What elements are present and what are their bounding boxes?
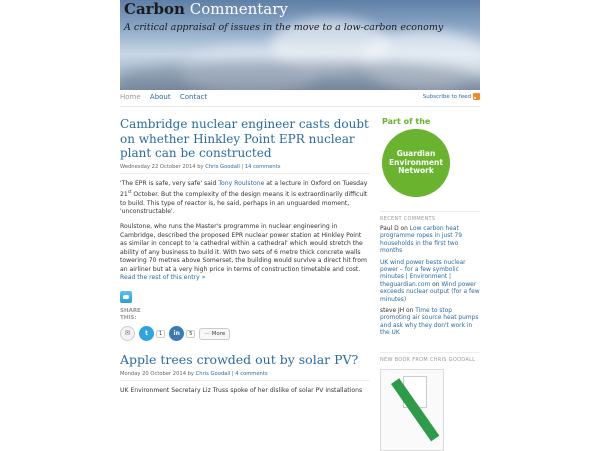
post-date: Monday 20 October 2014 by (120, 370, 195, 377)
header-cloud (120, 62, 480, 90)
post-date: Wednesday 22 October 2014 by (120, 163, 204, 170)
more-label: More (211, 330, 226, 337)
site-title-part1: Carbon (124, 0, 185, 18)
share-buttons (120, 326, 370, 341)
recent-comments-heading: RECENT COMMENTS (380, 211, 480, 222)
meta-separator: | (230, 370, 236, 377)
comment-post-link[interactable]: Low carbon heat programme ropes in just 79 households in the first two months (380, 226, 462, 255)
post-meta (120, 164, 370, 174)
comment-post-link[interactable]: Wind power exceeds nuclear output (for a few minutes) (380, 281, 480, 303)
meta-separator: | (239, 163, 245, 170)
new-book-heading: NEW BOOK FROM CHRIS GOODALL (380, 352, 480, 363)
comment-author: steve JH (380, 308, 405, 315)
subscribe-link[interactable] (423, 93, 480, 100)
nav-about[interactable]: About (149, 93, 171, 101)
subscribe-label: Subscribe to feed (422, 94, 471, 100)
guardian-network-badge[interactable] (382, 129, 450, 197)
post (120, 353, 370, 395)
para-text: at a lecture in Oxford on Tuesday 21 (120, 179, 368, 199)
author-link[interactable]: Chris Goodall (195, 370, 231, 377)
post-meta (120, 371, 370, 381)
recent-comment (380, 260, 480, 304)
comment-author-link[interactable]: UK wind power bests nuclear power – for a few symbolic minutes | Environment | theguardian.com (380, 259, 466, 288)
author-link[interactable]: Chris Goodall (205, 163, 240, 170)
nav-divider (120, 106, 480, 107)
share-label: SHARE THIS: (120, 308, 141, 322)
post-paragraph (120, 223, 370, 283)
para-text: October. But the complexity of the design means it is extraordinarily difficult to build. This type of reactor is, he said, perhaps in an unguarded moment, 'unconstructable'. (120, 191, 368, 216)
badge-line: Environment (389, 157, 443, 167)
roulstone-link[interactable]: Tony Roulstone (218, 179, 265, 187)
linkedin-icon: in (173, 330, 180, 338)
post-paragraph (120, 180, 370, 217)
partner-label: Part of the (382, 117, 431, 126)
recent-comment (380, 226, 480, 256)
post-excerpt: UK Environment Secretary Liz Truss spoke of her dislike of solar PV installations (120, 386, 363, 394)
twitter-share-button[interactable] (139, 326, 154, 341)
rss-icon[interactable] (473, 93, 480, 100)
more-share-button[interactable]: ⋯ More (199, 328, 230, 340)
sidebar (380, 117, 480, 451)
main-nav (120, 93, 480, 105)
badge-line: Network (398, 166, 434, 176)
post-title-link[interactable]: Apple trees crowded out by solar PV? (120, 352, 359, 368)
twitter-share-count: 1 (156, 330, 165, 338)
main-content (120, 117, 370, 395)
comment-post-link[interactable]: Time to stop promoting air source heat pumps and ask why they don't work in the UK (380, 308, 479, 337)
read-more-link[interactable]: Read the rest of this entry » (120, 274, 206, 282)
site-header (120, 0, 480, 90)
post-title-link[interactable]: Cambridge nuclear engineer casts doubt on whether Hinkley Point EPR nuclear plant can be constructed (120, 117, 369, 160)
recent-comment (380, 308, 480, 338)
para-sup: st (127, 189, 132, 195)
book-cover-image[interactable] (380, 369, 444, 451)
twitter-icon: t (145, 330, 148, 338)
badge-line: Guardian (396, 149, 436, 159)
comment-on: on (398, 226, 410, 232)
comment-on: on (430, 281, 442, 288)
nav-home[interactable]: Home (120, 93, 141, 101)
email-share-button[interactable] (120, 326, 135, 341)
email-icon: ✉ (124, 329, 131, 338)
site-title[interactable] (124, 0, 288, 18)
twitter-icon[interactable] (120, 291, 132, 303)
linkedin-share-count: 5 (186, 330, 195, 338)
comment-on: on (404, 308, 416, 315)
para-text: 'The EPR is safe, very safe' said (120, 179, 219, 187)
site-title-part2: Commentary (189, 0, 288, 18)
site-tagline: A critical appraisal of issues in the move to a low-carbon economy (124, 22, 444, 33)
comment-author: Paul D (380, 226, 399, 232)
comments-link[interactable]: 14 comments (244, 163, 281, 170)
linkedin-share-button[interactable] (169, 326, 184, 341)
nav-contact[interactable]: Contact (179, 93, 208, 101)
post (120, 117, 370, 341)
para-text: Roulstone, who runs the Master's programme in nuclear engineering in Cambridge, described the proposed EPR nuclear power station at Hinkley Point as similar in concept to 'a cathedral within a cathedral' which would stretch the ability of any business to build it. With two sets of 6 metre thick concrete walls towering 70 metres above Somerset, the building would survive a direct hit from an airliner but at a very high price in terms of construction timetable and cost. (120, 222, 367, 273)
comments-link[interactable]: 4 comments (235, 370, 268, 377)
